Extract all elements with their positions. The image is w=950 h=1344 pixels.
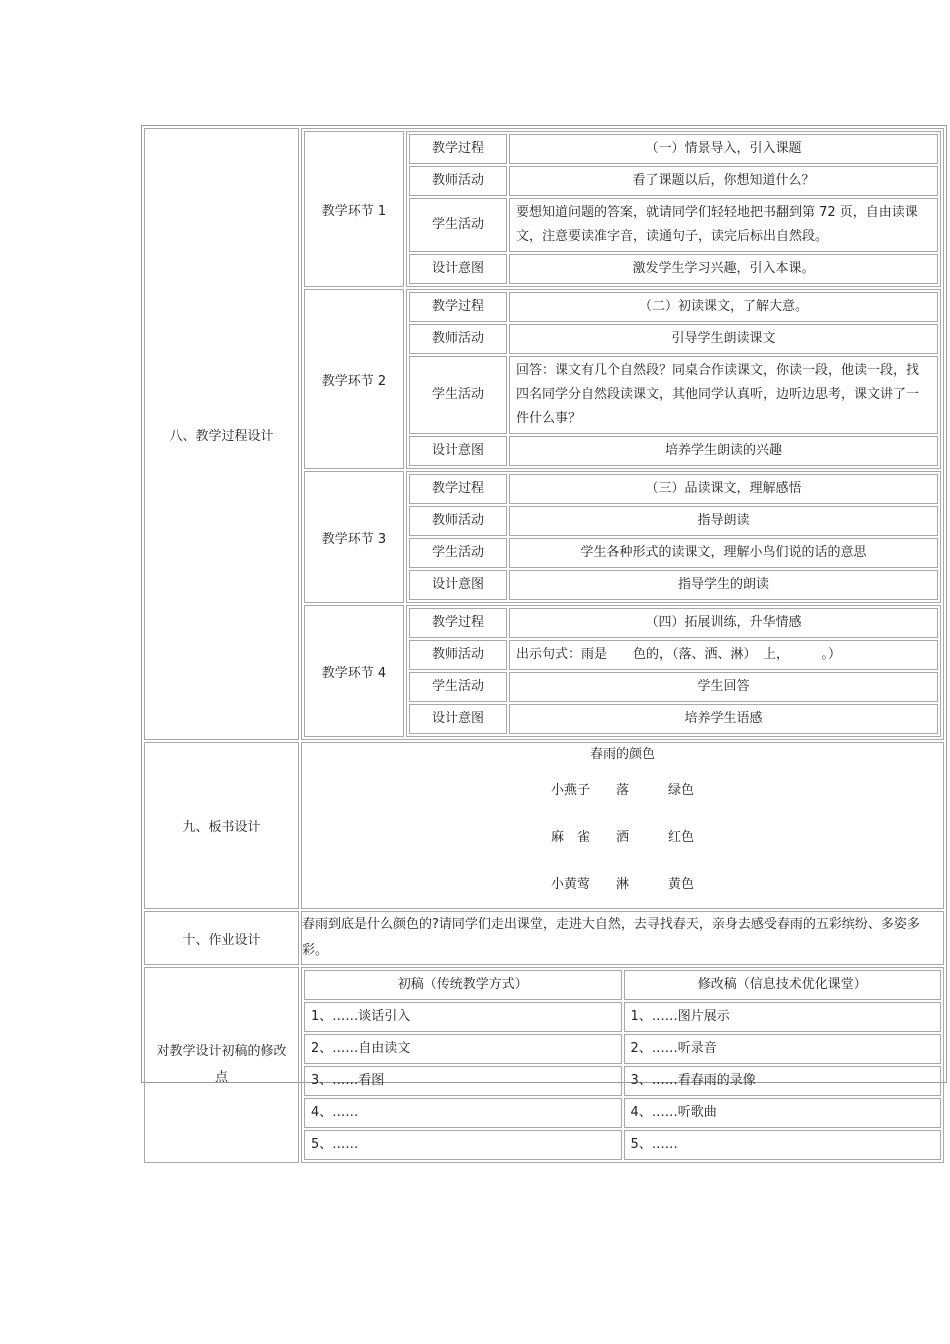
step-detail-row	[409, 198, 938, 252]
step-detail-value: 要想知道问题的答案，就请同学们轻轻地把书翻到第 72 页，自由读课文，注意要读准字音，读通句子，读完后标出自然段。	[509, 198, 938, 252]
board-line: 小燕子 落 绿色	[550, 783, 694, 798]
teaching-step-name: 教学环节 3	[304, 471, 404, 603]
step-detail-row	[409, 608, 938, 638]
step-detail-row	[409, 324, 938, 354]
teaching-step-row	[304, 289, 941, 469]
teaching-step-name: 教学环节 2	[304, 289, 404, 469]
lesson-plan-table-wrapper	[141, 125, 947, 1152]
step-detail-label: 设计意图	[409, 570, 507, 600]
step-detail-value: （二）初读课文，了解大意。	[509, 292, 938, 322]
step-detail-value: 学生各种形式的读课文，理解小鸟们说的话的意思	[509, 538, 938, 568]
step-detail-label: 学生活动	[409, 672, 507, 702]
homework-text: 春雨到底是什么颜色的?请同学们走出课堂，走进大自然，去寻找春天，亲身去感受春雨的五彩缤纷、多姿多彩。	[301, 911, 944, 965]
teaching-steps-table	[302, 129, 943, 739]
revised-item: 4、……听歌曲	[624, 1098, 942, 1128]
step-detail-value: 培养学生语感	[509, 704, 938, 734]
step-detail-label: 设计意图	[409, 704, 507, 734]
step-detail-label: 设计意图	[409, 254, 507, 284]
step-detail-value: 回答：课文有几个自然段？同桌合作读课文，你读一段，他读一段，找四名同学分自然段读课文，其他同学认真听，边听边思考，课文讲了一件什么事？	[509, 356, 938, 434]
revision-item-row	[304, 1066, 941, 1096]
step-detail-label: 教学过程	[409, 608, 507, 638]
revision-item-row	[304, 1002, 941, 1032]
draft-item: 4、……	[304, 1098, 622, 1128]
draft-item: 5、……	[304, 1130, 622, 1160]
step-detail-table	[407, 132, 940, 286]
step-detail-value: 看了课题以后，你想知道什么？	[509, 166, 938, 196]
revision-header-row	[304, 970, 941, 1000]
step-detail-value: （一）情景导入，引入课题	[509, 134, 938, 164]
step-detail-value: 指导朗读	[509, 506, 938, 536]
teaching-step-details	[406, 471, 941, 603]
step-detail-row	[409, 436, 938, 466]
step-detail-row	[409, 166, 938, 196]
draft-item: 1、……谈话引入	[304, 1002, 622, 1032]
teaching-step-row	[304, 131, 941, 287]
draft-item: 2、……自由读文	[304, 1034, 622, 1064]
step-detail-table	[407, 606, 940, 736]
step-detail-value: 学生回答	[509, 672, 938, 702]
teaching-step-details	[406, 605, 941, 737]
step-detail-table	[407, 290, 940, 468]
step-detail-label: 教师活动	[409, 506, 507, 536]
step-detail-row	[409, 254, 938, 284]
step-detail-label: 教学过程	[409, 292, 507, 322]
step-detail-row	[409, 474, 938, 504]
teaching-step-details	[406, 289, 941, 469]
step-detail-row	[409, 640, 938, 670]
step-detail-row	[409, 506, 938, 536]
step-detail-row	[409, 672, 938, 702]
section-9-title: 九、板书设计	[144, 742, 299, 909]
teaching-step-details	[406, 131, 941, 287]
step-detail-row	[409, 356, 938, 434]
teaching-step-row	[304, 471, 941, 603]
section-9-row	[144, 742, 944, 909]
section-8-title: 八、教学过程设计	[144, 128, 299, 740]
revision-header: 初稿（传统教学方式）	[304, 970, 622, 1000]
step-detail-label: 教学过程	[409, 474, 507, 504]
step-detail-value: （三）品读课文，理解感悟	[509, 474, 938, 504]
revised-item: 1、……图片展示	[624, 1002, 942, 1032]
step-detail-label: 学生活动	[409, 356, 507, 434]
step-detail-label: 学生活动	[409, 198, 507, 252]
revision-row	[144, 967, 944, 1163]
step-detail-value: 指导学生的朗读	[509, 570, 938, 600]
step-detail-value: 引导学生朗读课文	[509, 324, 938, 354]
blackboard-design	[301, 742, 944, 909]
draft-item: 3、……看图	[304, 1066, 622, 1096]
step-detail-label: 教师活动	[409, 324, 507, 354]
step-detail-label: 设计意图	[409, 436, 507, 466]
board-line: 小黄莺 淋 黄色	[550, 877, 694, 892]
step-detail-value: 培养学生朗读的兴趣	[509, 436, 938, 466]
revision-table	[302, 968, 943, 1162]
section-8-content	[301, 128, 944, 740]
revision-item-row	[304, 1130, 941, 1160]
section-10-row	[144, 911, 944, 965]
step-detail-label: 教师活动	[409, 640, 507, 670]
revision-title: 对教学设计初稿的修改点	[144, 967, 299, 1163]
step-detail-row	[409, 538, 938, 568]
teaching-step-name: 教学环节 1	[304, 131, 404, 287]
step-detail-value: （四）拓展训练，升华情感	[509, 608, 938, 638]
revised-item: 3、……看春雨的录像	[624, 1066, 942, 1096]
board-line-title: 春雨的颜色	[589, 747, 655, 762]
step-detail-row	[409, 134, 938, 164]
step-detail-value: 出示句式：雨是 色的，（落、洒、淋） 上， 。）	[509, 640, 938, 670]
lesson-plan-table	[142, 126, 946, 1165]
board-line: 麻 雀 洒 红色	[550, 830, 694, 845]
step-detail-label: 教学过程	[409, 134, 507, 164]
step-detail-value: 激发学生学习兴趣，引入本课。	[509, 254, 938, 284]
revision-content	[301, 967, 944, 1163]
revised-item: 2、……听录音	[624, 1034, 942, 1064]
step-detail-row	[409, 292, 938, 322]
step-detail-label: 学生活动	[409, 538, 507, 568]
step-detail-label: 教师活动	[409, 166, 507, 196]
section-10-title: 十、作业设计	[144, 911, 299, 965]
step-detail-row	[409, 704, 938, 734]
revision-header: 修改稿（信息技术优化课堂）	[624, 970, 942, 1000]
teaching-step-name: 教学环节 4	[304, 605, 404, 737]
teaching-step-row	[304, 605, 941, 737]
section-8-row	[144, 128, 944, 740]
revised-item: 5、……	[624, 1130, 942, 1160]
revision-item-row	[304, 1034, 941, 1064]
revision-item-row	[304, 1098, 941, 1128]
step-detail-row	[409, 570, 938, 600]
step-detail-table	[407, 472, 940, 602]
